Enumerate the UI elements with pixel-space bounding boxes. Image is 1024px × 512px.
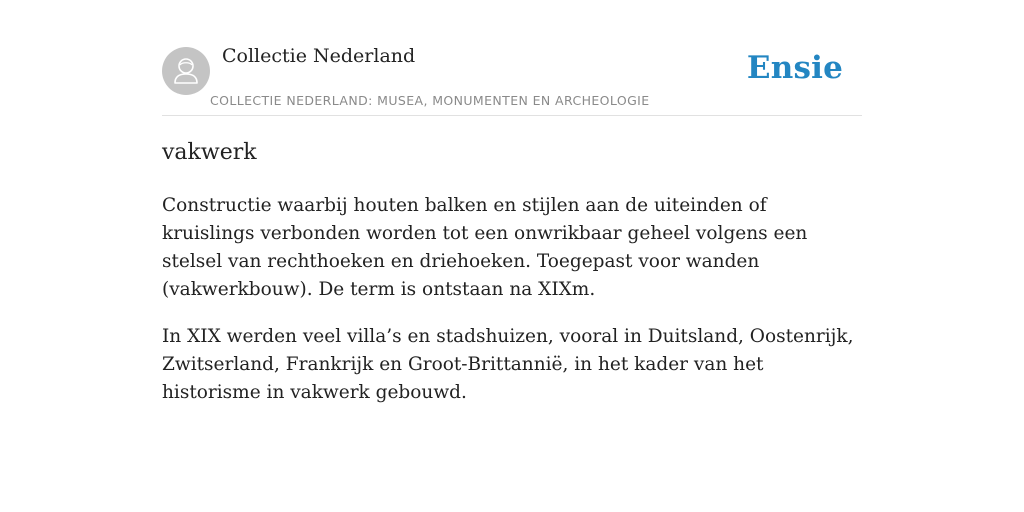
definition-paragraph: In XIX werden veel villa’s en stadshuizen, vooral in Duitsland, Oostenrijk, Zwitserland, Frankrijk en Groot-Brittannië, in het kader van het historisme in vakwerk gebouwd. (162, 326, 854, 403)
source-label[interactable]: COLLECTIE NEDERLAND: MUSEA, MONUMENTEN EN ARCHEOLOGIE (210, 93, 650, 108)
user-avatar-icon[interactable] (162, 47, 210, 95)
entry-term: vakwerk (162, 140, 257, 165)
ensie-logo[interactable]: Ensie (746, 50, 843, 86)
entry-card (162, 0, 862, 512)
entry-header (162, 0, 862, 116)
entry-definition (162, 192, 862, 426)
author-name[interactable]: Collectie Nederland (222, 45, 416, 67)
definition-paragraph: Constructie waarbij houten balken en stijlen aan de uiteinden of kruislings verbonden worden tot een onwrikbaar geheel volgens een stelsel van rechthoeken en driehoeken. Toegepast voor wanden (vakwerkbouw). De term is ontstaan na XIXm. (162, 195, 808, 300)
